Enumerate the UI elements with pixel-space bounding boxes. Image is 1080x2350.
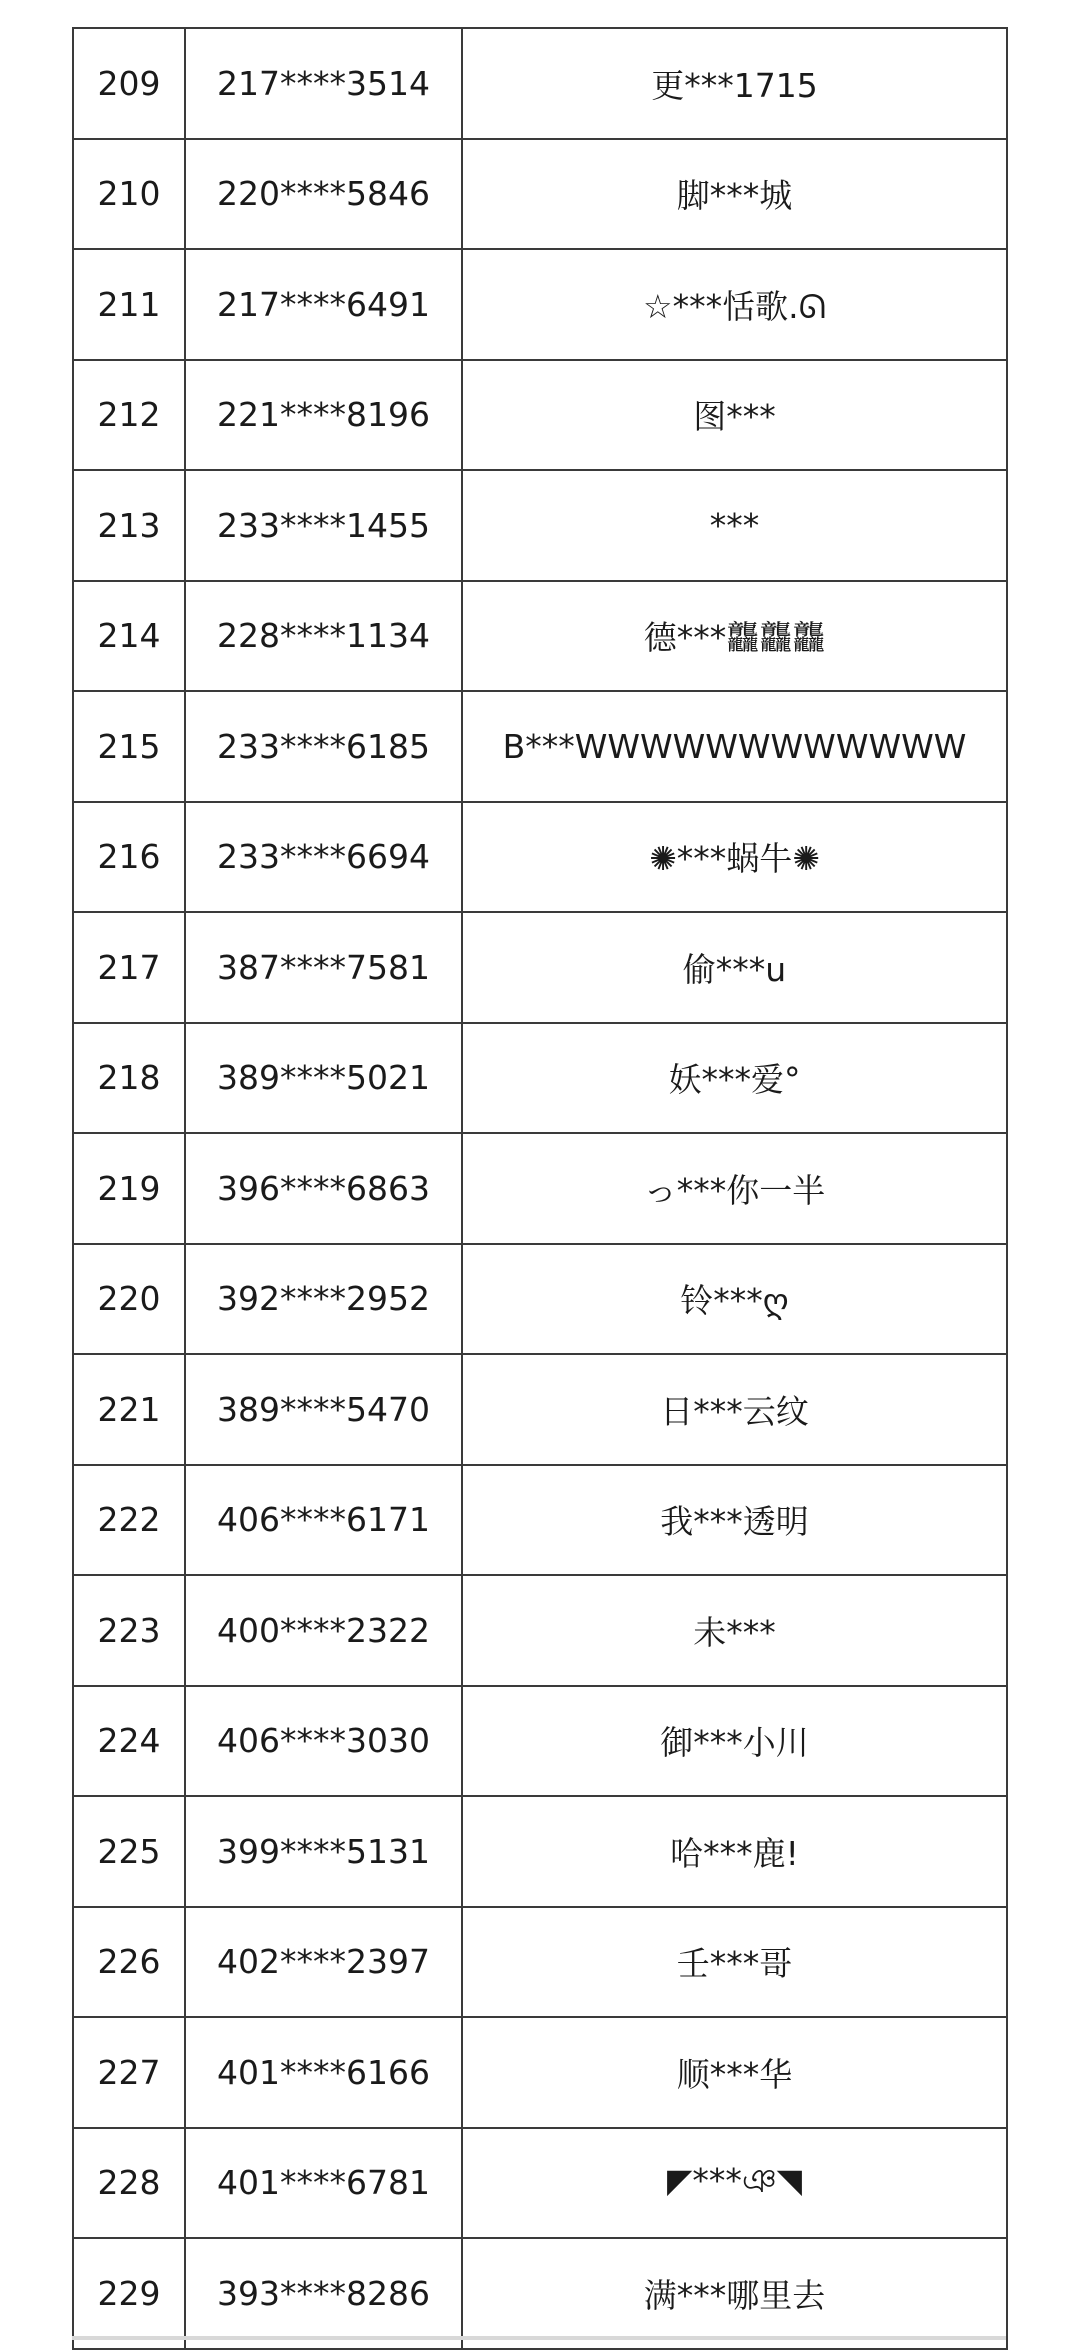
nickname-cell: ✺***蜗牛✺ <box>462 802 1007 913</box>
phone-cell: 221****8196 <box>185 360 462 471</box>
nickname-cell: 满***哪里去 <box>462 2238 1007 2349</box>
table-row <box>73 28 1007 139</box>
nickname-cell: 更***1715 <box>462 28 1007 139</box>
row-number-cell: 229 <box>73 2238 185 2349</box>
table-row <box>73 1907 1007 2018</box>
phone-cell: 406****3030 <box>185 1686 462 1797</box>
phone-cell: 400****2322 <box>185 1575 462 1686</box>
phone-cell: 233****1455 <box>185 470 462 581</box>
row-number-cell: 211 <box>73 249 185 360</box>
nickname-cell: っ***你一半 <box>462 1133 1007 1244</box>
table-row <box>73 1133 1007 1244</box>
nickname-cell: 妖***爱° <box>462 1023 1007 1134</box>
table-row <box>73 1354 1007 1465</box>
row-number-cell: 213 <box>73 470 185 581</box>
table-row <box>73 912 1007 1023</box>
row-number-cell: 210 <box>73 139 185 250</box>
row-number-cell: 214 <box>73 581 185 692</box>
nickname-cell: 偷***u <box>462 912 1007 1023</box>
row-number-cell: 212 <box>73 360 185 471</box>
table-row <box>73 360 1007 471</box>
table-row <box>73 2128 1007 2239</box>
table-row <box>73 1465 1007 1576</box>
phone-cell: 233****6694 <box>185 802 462 913</box>
table-row <box>73 1796 1007 1907</box>
phone-cell: 220****5846 <box>185 139 462 250</box>
table-row <box>73 1023 1007 1134</box>
phone-cell: 396****6863 <box>185 1133 462 1244</box>
row-number-cell: 216 <box>73 802 185 913</box>
winners-table-body <box>73 28 1007 2349</box>
row-number-cell: 209 <box>73 28 185 139</box>
row-number-cell: 215 <box>73 691 185 802</box>
nickname-cell: ☆***恬歌.ᘏ <box>462 249 1007 360</box>
nickname-cell: 图*** <box>462 360 1007 471</box>
row-number-cell: 219 <box>73 1133 185 1244</box>
phone-cell: 393****8286 <box>185 2238 462 2349</box>
phone-cell: 228****1134 <box>185 581 462 692</box>
table-row <box>73 139 1007 250</box>
phone-cell: 399****5131 <box>185 1796 462 1907</box>
row-number-cell: 218 <box>73 1023 185 1134</box>
table-row <box>73 1244 1007 1355</box>
nickname-cell: B***WWWWWWWWWWWW <box>462 691 1007 802</box>
phone-cell: 401****6166 <box>185 2017 462 2128</box>
nickname-cell: 我***透明 <box>462 1465 1007 1576</box>
row-number-cell: 223 <box>73 1575 185 1686</box>
nickname-cell: 壬***哥 <box>462 1907 1007 2018</box>
phone-cell: 389****5470 <box>185 1354 462 1465</box>
nickname-cell: 脚***城 <box>462 139 1007 250</box>
table-row <box>73 691 1007 802</box>
nickname-cell: 铃***ღ <box>462 1244 1007 1355</box>
table-row <box>73 802 1007 913</box>
nickname-cell: 德***龘龘龘 <box>462 581 1007 692</box>
phone-cell: 401****6781 <box>185 2128 462 2239</box>
table-row <box>73 2238 1007 2349</box>
row-number-cell: 228 <box>73 2128 185 2239</box>
phone-cell: 402****2397 <box>185 1907 462 2018</box>
nickname-cell: 日***云纹 <box>462 1354 1007 1465</box>
nickname-cell: 顺***华 <box>462 2017 1007 2128</box>
row-number-cell: 222 <box>73 1465 185 1576</box>
row-number-cell: 226 <box>73 1907 185 2018</box>
phone-cell: 217****6491 <box>185 249 462 360</box>
table-row <box>73 2017 1007 2128</box>
row-number-cell: 220 <box>73 1244 185 1355</box>
phone-cell: 217****3514 <box>185 28 462 139</box>
phone-cell: 233****6185 <box>185 691 462 802</box>
table-row <box>73 1686 1007 1797</box>
winners-table <box>72 27 1008 2350</box>
nickname-cell: *** <box>462 470 1007 581</box>
phone-cell: 389****5021 <box>185 1023 462 1134</box>
table-row <box>73 470 1007 581</box>
phone-cell: 387****7581 <box>185 912 462 1023</box>
phone-cell: 392****2952 <box>185 1244 462 1355</box>
table-row <box>73 581 1007 692</box>
row-number-cell: 225 <box>73 1796 185 1907</box>
phone-cell: 406****6171 <box>185 1465 462 1576</box>
nickname-cell: 哈***鹿! <box>462 1796 1007 1907</box>
row-number-cell: 227 <box>73 2017 185 2128</box>
table-row <box>73 249 1007 360</box>
row-number-cell: 224 <box>73 1686 185 1797</box>
bottom-divider <box>72 2336 1006 2340</box>
nickname-cell: 御***小川 <box>462 1686 1007 1797</box>
row-number-cell: 221 <box>73 1354 185 1465</box>
table-row <box>73 1575 1007 1686</box>
nickname-cell: 未*** <box>462 1575 1007 1686</box>
nickname-cell: ◤***ঞ◥ <box>462 2128 1007 2239</box>
row-number-cell: 217 <box>73 912 185 1023</box>
